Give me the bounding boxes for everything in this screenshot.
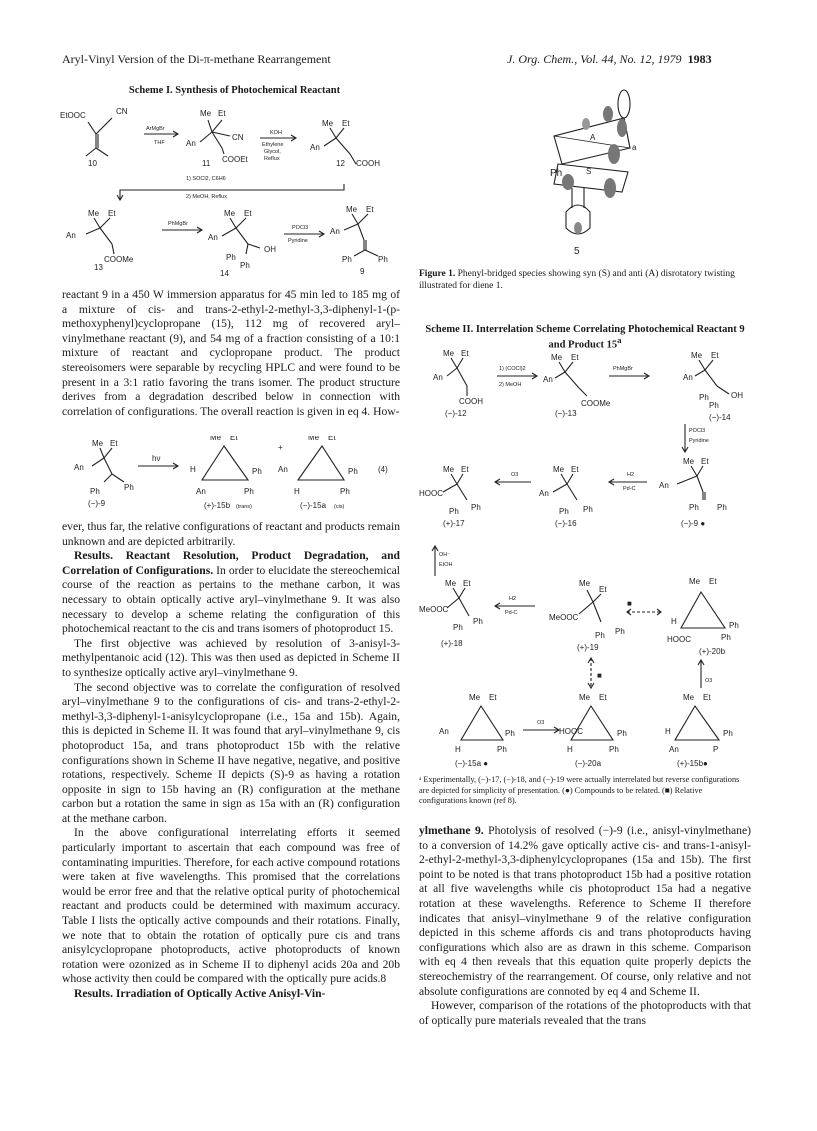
eq4-r-ph1: Ph bbox=[90, 487, 100, 496]
s2-13-coome: COOMe bbox=[581, 399, 611, 408]
page-number: 1983 bbox=[687, 52, 712, 66]
s2-step-poci3: POCl3 bbox=[689, 428, 706, 434]
s2-15b-me: Me bbox=[683, 693, 695, 702]
s2-13-me: Me bbox=[551, 353, 563, 362]
eq4-r-ph2: Ph bbox=[124, 483, 134, 492]
s2-label-15a: (−)-15a ● bbox=[455, 759, 489, 768]
s2-20b-hooc: HOOC bbox=[667, 635, 691, 644]
eq4-r-et: Et bbox=[110, 439, 118, 448]
eq4-plus: + bbox=[278, 443, 283, 452]
running-title: Aryl-Vinyl Version of the Di-π-methane Rearrangement bbox=[62, 52, 331, 66]
s2-9-me: Me bbox=[683, 457, 695, 466]
left-col-bottom bbox=[62, 520, 400, 1002]
results-heading-1: Results. Reactant Resolution, Product Degradation, and Correlation of Configurations. bbox=[62, 549, 400, 577]
s2-step-o3-b: O3 bbox=[705, 678, 713, 684]
s1-14-oh: OH bbox=[264, 245, 276, 254]
s2-12-me: Me bbox=[443, 349, 455, 358]
eq4-b-h: H bbox=[190, 465, 196, 474]
s2-14-ph1: Ph bbox=[699, 393, 709, 402]
s2-20a-et: Et bbox=[599, 693, 607, 702]
s2-17-hooc: HOOC bbox=[419, 489, 443, 498]
s2-19-meooc: MeOOC bbox=[549, 613, 579, 622]
s1-etooc-label: EtOOC bbox=[60, 111, 86, 120]
s1-glycol: Glycol, bbox=[264, 149, 281, 155]
s1-label-12: 12 bbox=[336, 159, 345, 168]
s1-label-14: 14 bbox=[220, 269, 229, 276]
s2-20b-et: Et bbox=[709, 577, 717, 586]
s1-13-an: An bbox=[66, 231, 76, 240]
s2-19-et: Et bbox=[599, 585, 607, 594]
s1-pyridine: Pyridine bbox=[288, 238, 308, 244]
s2-label-14: (−)-14 bbox=[709, 413, 731, 422]
eq4-a-ph1: Ph bbox=[348, 467, 358, 476]
s1-14-an: An bbox=[208, 233, 218, 242]
s2-15a-ph2: Ph bbox=[497, 745, 507, 754]
eq4-label-15b-note: (trans) bbox=[236, 504, 252, 510]
s2-9-ph1: Ph bbox=[689, 503, 699, 512]
eq4-number: (4) bbox=[378, 465, 388, 474]
s2-step-h2-a: H2 bbox=[627, 472, 635, 478]
s2-18-ph1: Ph bbox=[453, 623, 463, 632]
s1-14-ph1: Ph bbox=[226, 253, 236, 262]
s2-step-pdc-b: Pd-C bbox=[505, 610, 518, 616]
s2-18-et: Et bbox=[463, 579, 471, 588]
s1-11-cn: CN bbox=[232, 133, 244, 142]
s2-18-me: Me bbox=[445, 579, 457, 588]
eq4-r-me: Me bbox=[92, 439, 104, 448]
s1-11-me: Me bbox=[200, 109, 212, 118]
s2-15a-ph1: Ph bbox=[505, 729, 515, 738]
s1-label-10: 10 bbox=[88, 159, 97, 168]
figure1-caption bbox=[419, 268, 749, 292]
s2-12-an: An bbox=[433, 373, 443, 382]
s1-9-ph1: Ph bbox=[342, 255, 352, 264]
fig1-a2-label: a bbox=[632, 143, 637, 152]
s2-step-o3-c: O3 bbox=[537, 720, 545, 726]
s2-14-an: An bbox=[683, 373, 693, 382]
s2-label-20b: (+)-20b bbox=[699, 647, 726, 656]
s2-label-18: (+)-18 bbox=[441, 639, 463, 648]
s2-14-oh: OH bbox=[731, 391, 743, 400]
s2-16-an: An bbox=[539, 489, 549, 498]
s2-15a-et: Et bbox=[489, 693, 497, 702]
s2-16-me: Me bbox=[553, 465, 565, 474]
s2-15b-p: P bbox=[713, 745, 719, 754]
s1-step2: 2) MeOH, Reflux bbox=[186, 194, 227, 200]
fig1-s-label: S bbox=[586, 167, 592, 176]
s1-12-an: An bbox=[310, 143, 320, 152]
s2-14-me: Me bbox=[691, 351, 703, 360]
eq4-a-et: Et bbox=[328, 436, 336, 442]
journal-name: J. Org. Chem., Vol. 44, No. 12, 1979 bbox=[507, 52, 682, 66]
s1-13-coome: COOMe bbox=[104, 255, 134, 264]
s2-step-o3-a: O3 bbox=[511, 472, 519, 478]
s1-13-et: Et bbox=[108, 209, 116, 218]
scheme1-title: Scheme I. Synthesis of Photochemical Reactant bbox=[128, 85, 341, 96]
s2-step-h2-b: H2 bbox=[509, 596, 517, 602]
s2-14-ph2: Ph bbox=[709, 401, 719, 410]
left-paragraph-1: reactant 9 in a 450 W immersion apparatus for 45 min led to 185 mg of a mixture of cis- and trans-2-ethyl-2-methyl-3,3-diphenyl-1-(p-methoxyphenyl)cyclopropane (15), 112 mg of recovered aryl–vinylmethane reactant (9), and 54 mg of a fraction consisting of a 10:1 mixture of reactant and cyclopropane product. The product stereoisomers were separable by recycling HPLC and were found to be present in a 3:1 ratio favoring the trans isomer. The product structure derives from a degradation described below in connection with correlation of configurations. The overall reaction is given in eq 4. How- bbox=[62, 288, 400, 418]
s1-11-cooet: COOEt bbox=[222, 155, 248, 164]
s2-step-pdc-a: Pd-C bbox=[623, 486, 636, 492]
s2-label-15b: (+)-15b● bbox=[677, 759, 708, 768]
s2-20a-hooc: HOOC bbox=[559, 727, 583, 736]
s1-12-et: Et bbox=[342, 119, 350, 128]
s1-label-9: 9 bbox=[360, 267, 365, 276]
scheme2-title bbox=[419, 324, 751, 351]
s1-reflux: Reflux bbox=[264, 156, 280, 162]
s2-label-20a: (−)-20a bbox=[575, 759, 602, 768]
s1-9-me: Me bbox=[346, 205, 358, 214]
s2-20a-h: H bbox=[567, 745, 573, 754]
right-paragraph-1 bbox=[419, 824, 751, 999]
s2-20b-ph1: Ph bbox=[729, 621, 739, 630]
s2-20b-ph2: Ph bbox=[721, 633, 731, 642]
s2-9-et: Et bbox=[701, 457, 709, 466]
s2-label-12: (−)-12 bbox=[445, 409, 467, 418]
s2-16-et: Et bbox=[571, 465, 579, 474]
right-heading-continued: ylmethane 9. bbox=[419, 824, 484, 837]
scheme2-title-sup: a bbox=[617, 335, 622, 345]
s2-label-19: (+)-19 bbox=[577, 643, 599, 652]
eq4-label-15b: (+)-15b bbox=[204, 501, 231, 510]
s2-20b-h: H bbox=[671, 617, 677, 626]
s2-17-me: Me bbox=[443, 465, 455, 474]
s2-square-a: ■ bbox=[627, 599, 632, 608]
s1-ethylene: Ethylene bbox=[262, 142, 284, 148]
right-paragraph-1-text: Photolysis of resolved (−)-9 (i.e., anisyl-vinylmethane) to a conversion of 14.2% gave optically active cis- and trans-1-anisyl-2-ethyl-2-methyl-3,3-diphenylcyclopropanes (15a and 15b). The first point to be noted is that trans photoproduct 15b had a positive rotation at all five wavelengths while cis photoproduct 15a had a negative rotation at these wavelengths. Reference to Scheme II therefore indicates that anisyl–vinylmethane 9 of the relative configuration depicted in this scheme affords cis and trans photoproducts having configurations which also are as drawn in this scheme. Comparison with eq 4 then reveals that this equation quite properly depicts the stereochemistry of the rearrangement. Of course, only relative and not absolute configurations are connoted by eq 4 and Scheme II. bbox=[419, 824, 751, 998]
s2-19-me: Me bbox=[579, 579, 591, 588]
s2-9-ph2: Ph bbox=[717, 503, 727, 512]
s2-14-et: Et bbox=[711, 351, 719, 360]
s2-19-ph2: Ph bbox=[615, 627, 625, 636]
fig1-compound-number: 5 bbox=[574, 246, 580, 257]
s2-12-cooh: COOH bbox=[459, 397, 483, 406]
s2-label-9: (−)-9 ● bbox=[681, 519, 706, 528]
s2-label-13: (−)-13 bbox=[555, 409, 577, 418]
s2-15b-h: H bbox=[665, 727, 671, 736]
s2-12-et: Et bbox=[461, 349, 469, 358]
s2-18-meooc: MeOOC bbox=[419, 605, 449, 614]
s2-13-an: An bbox=[543, 375, 553, 384]
s1-armgbr: ArMgBr bbox=[146, 126, 165, 132]
s2-13-et: Et bbox=[571, 353, 579, 362]
s1-cn-label: CN bbox=[116, 107, 128, 116]
fig1-a-label: A bbox=[590, 133, 596, 142]
s2-step-phmgbr: PhMgBr bbox=[613, 366, 633, 372]
eq4-hv: hν bbox=[152, 454, 161, 463]
scheme2-diagram bbox=[419, 348, 753, 768]
eq4-label-15a-note: (cis) bbox=[334, 504, 345, 510]
s1-14-me: Me bbox=[224, 209, 236, 218]
eq4-b-an: An bbox=[196, 487, 206, 496]
s2-square-b: ■ bbox=[597, 671, 602, 680]
s1-koh: KOH bbox=[270, 130, 282, 136]
eq4-a-me: Me bbox=[308, 436, 320, 442]
s1-label-13: 13 bbox=[94, 263, 103, 272]
eq4-r-an: An bbox=[74, 463, 84, 472]
s2-9-an: An bbox=[659, 481, 669, 490]
left-paragraph-5: The second objective was to correlate the configuration of resolved aryl–vinylmethane 9 to the configurations of cis- and trans-2-ethyl-2-methyl-3,3-diphenyl-1-anisylcyclopropane (i.e., 15a and 15b). Again, this is depicted in Scheme II. It was found that aryl–vinylmethane 9, cis photoproduct 15a, and trans photoproduct 15b with the relative configurations shown in Scheme II have negative, negative, and positive rotations, respectively. Scheme II depicts (S)-9 as having a rotation opposite in sign to 15b having an (R) configuration at the methane carbon but a rotation the same in sign as 15a with an (R) configuration at the methane carbon. bbox=[62, 680, 400, 825]
s2-label-17: (+)-17 bbox=[443, 519, 465, 528]
s1-poci3: POCl3 bbox=[292, 225, 309, 231]
s2-step-oh: OH⁻ bbox=[439, 552, 451, 558]
left-paragraph-3-text: In order to elucidate the stereochemical course of the reaction as pertains to the methane carbon, it was necessary to obtain optically active aryl–vinylmethane 9. It was also necessary to develop a scheme relating the configuration of this photochemical reactant to the cis and trans isomers of photoproduct 15. bbox=[62, 563, 400, 636]
s2-step-etoh: EtOH bbox=[439, 562, 453, 568]
eq4-b-ph1: Ph bbox=[252, 467, 262, 476]
s2-15b-et: Et bbox=[703, 693, 711, 702]
s2-15b-ph: Ph bbox=[723, 729, 733, 738]
s1-9-et: Et bbox=[366, 205, 374, 214]
s1-12-me: Me bbox=[322, 119, 334, 128]
scheme2-footnote: ᵃ Experimentally, (−)-17, (−)-18, and (−)-19 were actually interrelated but reverse configurations are depicted for simplicity of presentation. (●) Compounds to be related. (■) Relative configurations known (ref 8). bbox=[419, 775, 740, 805]
s1-11-et: Et bbox=[218, 109, 226, 118]
results-heading-2: Results. Irradiation of Optically Active Anisyl-Vin- bbox=[74, 987, 326, 1000]
s2-17-ph2: Ph bbox=[471, 503, 481, 512]
eq4-a-ph2: Ph bbox=[340, 487, 350, 496]
equation-4-diagram bbox=[72, 436, 402, 516]
left-paragraph-4: The first objective was achieved by resolution of 3-anisyl-3-methylpentanoic acid (12). This was then used as depicted in Scheme II to synthesize optically active aryl–vinylmethane 9. bbox=[62, 636, 400, 679]
scheme1-diagram bbox=[60, 104, 410, 276]
eq4-a-h: H bbox=[294, 487, 300, 496]
scheme2-title-text: Scheme II. Interrelation Scheme Correlating Photochemical Reactant 9 and Product 15 bbox=[425, 324, 745, 351]
s1-11-an: An bbox=[186, 139, 196, 148]
eq4-b-et: Et bbox=[230, 436, 238, 442]
figure1-caption-text: Phenyl-bridged species showing syn (S) and anti (A) disrotatory twisting illustrated for diene 1. bbox=[419, 269, 735, 291]
eq4-b-me: Me bbox=[210, 436, 222, 442]
figure1-caption-label: Figure 1. bbox=[419, 269, 456, 279]
left-paragraph-2: ever, thus far, the relative configurations of reactant and products remain unknown and are depicted arbitrarily. bbox=[62, 520, 400, 548]
left-col-top bbox=[62, 288, 400, 419]
eq4-a-an: An bbox=[278, 465, 288, 474]
s1-phmgbr: PhMgBr bbox=[168, 221, 188, 227]
s2-16-ph1: Ph bbox=[559, 507, 569, 516]
s2-20b-me: Me bbox=[689, 577, 701, 586]
s2-20a-ph2: Ph bbox=[609, 745, 619, 754]
left-paragraph-3 bbox=[62, 549, 400, 637]
fig1-ph-label: Ph bbox=[550, 168, 563, 179]
s2-16-ph2: Ph bbox=[583, 505, 593, 514]
left-paragraph-6: In the above configurational interrelating efforts it seemed particularly important to ascertain that each compound was free of contaminating impurities. Therefore, for each active compound rotations were taken at five wavelengths. This promised that the correlations would be error free and that the relative optical purity of photochemical reactant and products could be determined with maximum accuracy. Table I lists the optically active compounds and their rotations. Finally, we note that to obtain the rotation of optically pure cis and trans anisylcyclopropane photoproducts, active photoproducts of known rotation were ozonized as in Scheme II to diphenyl acids 20a and 20b whose activity then could be compared with the optically pure acids.8 bbox=[62, 826, 400, 986]
s2-15a-an: An bbox=[439, 727, 449, 736]
s2-15a-me: Me bbox=[469, 693, 481, 702]
right-paragraph-2: However, comparison of the rotations of the photoproducts with that of optically pure materials revealed that the trans bbox=[419, 999, 751, 1027]
right-col bbox=[419, 824, 751, 1028]
s1-14-et: Et bbox=[244, 209, 252, 218]
s1-12-cooh: COOH bbox=[356, 159, 380, 168]
s2-18-ph2: Ph bbox=[473, 617, 483, 626]
s1-9-an: An bbox=[330, 227, 340, 236]
s1-step1: 1) SOCl2, C6H6 bbox=[186, 176, 226, 182]
journal-citation bbox=[507, 52, 712, 67]
s2-20a-me: Me bbox=[579, 693, 591, 702]
s1-9-ph2: Ph bbox=[378, 255, 388, 264]
figure1-diagram bbox=[532, 88, 652, 260]
s2-19-ph1: Ph bbox=[595, 631, 605, 640]
s1-thf: THF bbox=[154, 140, 165, 146]
s2-17-ph1: Ph bbox=[449, 507, 459, 516]
eq4-b-ph2: Ph bbox=[244, 487, 254, 496]
s2-20a-ph1: Ph bbox=[617, 729, 627, 738]
s1-14-ph2: Ph bbox=[240, 261, 250, 270]
s2-17-et: Et bbox=[461, 465, 469, 474]
s2-label-16: (−)-16 bbox=[555, 519, 577, 528]
s2-step-pyr: Pyridine bbox=[689, 438, 709, 444]
s1-13-me: Me bbox=[88, 209, 100, 218]
s2-step-meoh: 2) MeOH bbox=[499, 382, 522, 388]
s2-step-socl: 1) (COCl)2 bbox=[499, 366, 526, 372]
eq4-label-9: (−)-9 bbox=[88, 499, 106, 508]
s2-15b-an: An bbox=[669, 745, 679, 754]
s1-label-11: 11 bbox=[202, 159, 211, 168]
eq4-label-15a: (−)-15a bbox=[300, 501, 327, 510]
s2-15a-h: H bbox=[455, 745, 461, 754]
